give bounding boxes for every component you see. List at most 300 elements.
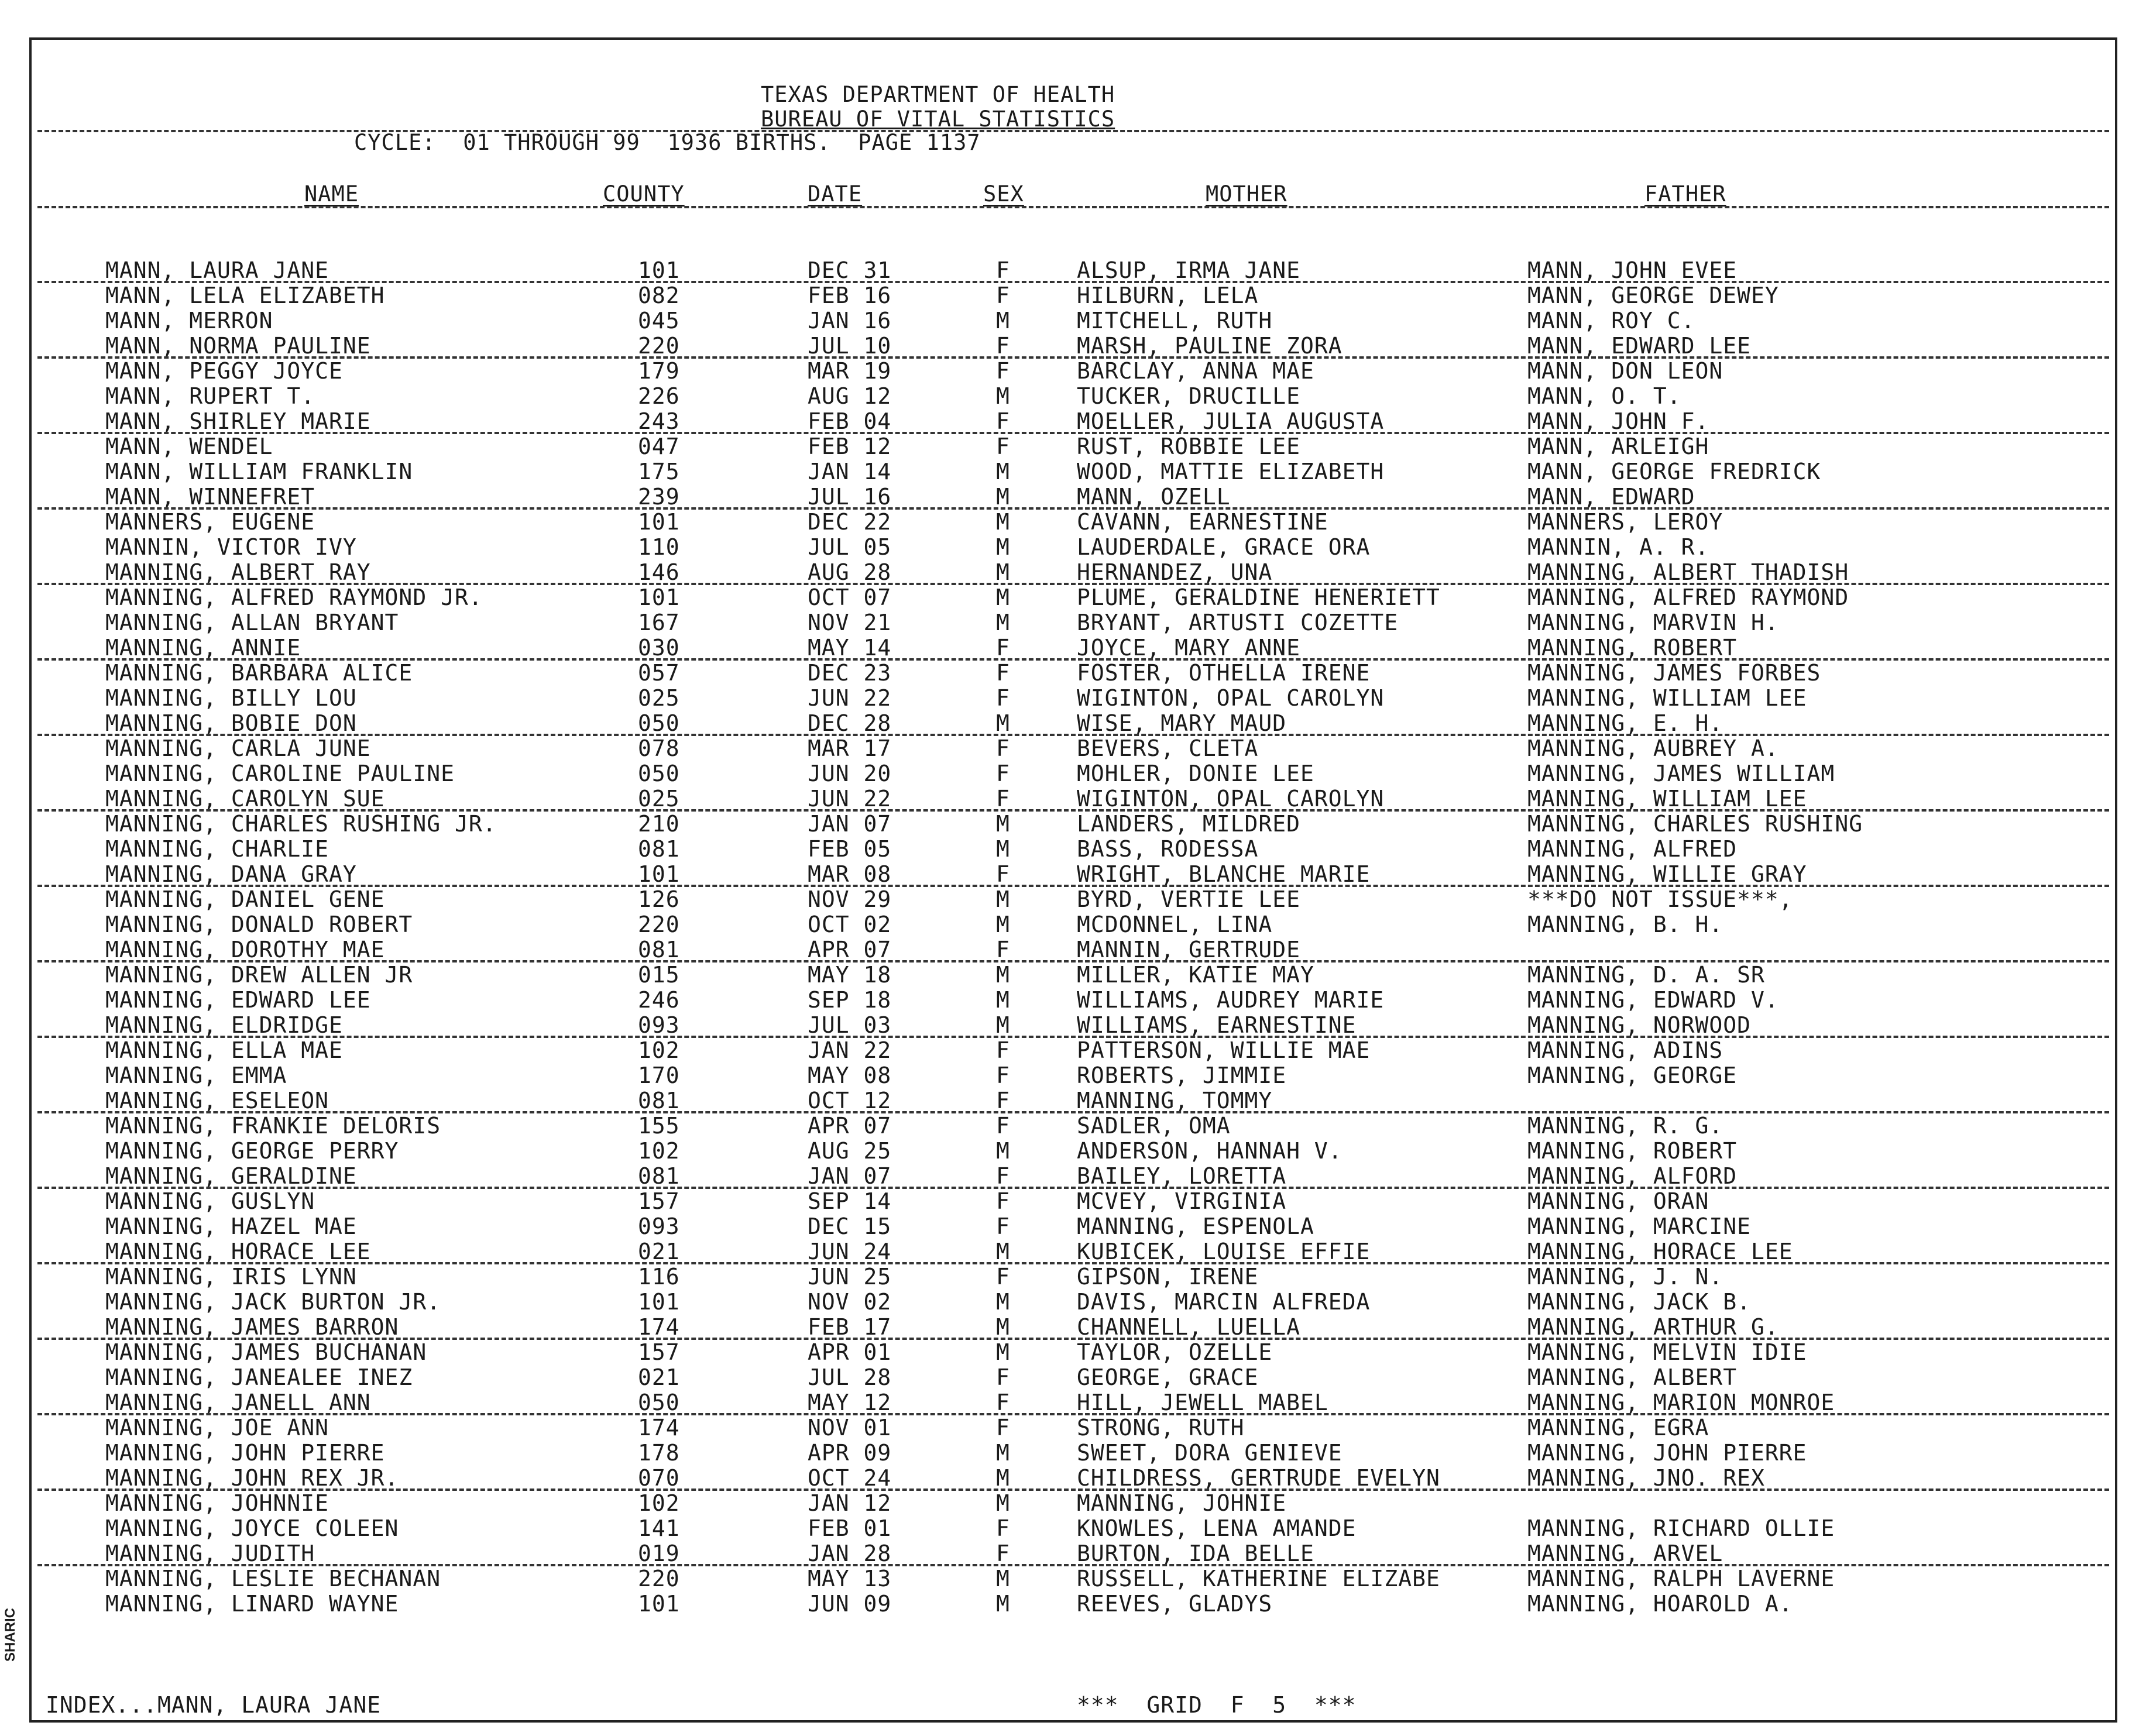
cell-mother: BAILEY, LORETTA <box>1077 1163 1287 1189</box>
cell-sex: F <box>996 735 1010 761</box>
cell-date: JUN 20 <box>808 761 892 786</box>
cell-name: MANNING, EDWARD LEE <box>105 987 371 1013</box>
cell-name: MANNING, JAMES BARRON <box>105 1314 399 1340</box>
cell-sex: F <box>996 1037 1010 1063</box>
table-row <box>0 1390 2146 1415</box>
cell-date: DEC 22 <box>808 509 892 535</box>
cell-name: MANN, WILLIAM FRANKLIN <box>105 459 413 484</box>
cell-mother: MCVEY, VIRGINIA <box>1077 1188 1287 1214</box>
table-row <box>0 1088 2146 1113</box>
cell-county: 101 <box>638 1591 680 1617</box>
cell-mother: KUBICEK, LOUISE EFFIE <box>1077 1239 1371 1264</box>
cell-sex: F <box>996 1364 1010 1390</box>
cell-mother: WISE, MARY MAUD <box>1077 710 1287 736</box>
cell-sex: M <box>996 1465 1010 1491</box>
cell-county: 101 <box>638 861 680 887</box>
cell-sex: M <box>996 509 1010 535</box>
cell-sex: M <box>996 383 1010 409</box>
cell-mother: BEVERS, CLETA <box>1077 735 1259 761</box>
table-row <box>0 937 2146 962</box>
cell-mother: MILLER, KATIE MAY <box>1077 962 1314 988</box>
cell-father: MANNING, WILLIAM LEE <box>1527 685 1807 711</box>
table-row <box>0 1138 2146 1163</box>
cell-county: 030 <box>638 635 680 661</box>
cell-county: 015 <box>638 962 680 988</box>
cell-county: 157 <box>638 1188 680 1214</box>
table-row <box>0 1415 2146 1440</box>
cell-sex: F <box>996 257 1010 283</box>
table-row <box>0 811 2146 836</box>
cell-mother: MANNIN, GERTRUDE <box>1077 937 1301 962</box>
cell-date: AUG 12 <box>808 383 892 409</box>
cell-mother: MANNING, JOHNIE <box>1077 1490 1287 1516</box>
table-row <box>0 1012 2146 1037</box>
cell-mother: HERNANDEZ, UNA <box>1077 559 1273 585</box>
cell-county: 141 <box>638 1515 680 1541</box>
cell-father: MANN, DON LEON <box>1527 358 1723 384</box>
cell-sex: M <box>996 1138 1010 1164</box>
cell-county: 178 <box>638 1440 680 1466</box>
cell-sex: M <box>996 559 1010 585</box>
cell-name: MANNING, JANEALEE INEZ <box>105 1364 413 1390</box>
cell-date: JAN 07 <box>808 811 892 837</box>
cell-county: 167 <box>638 610 680 635</box>
cell-county: 102 <box>638 1138 680 1164</box>
table-row <box>0 459 2146 484</box>
cell-sex: F <box>996 1113 1010 1139</box>
cell-father: MANN, O. T. <box>1527 383 1681 409</box>
cell-name: MANNING, DOROTHY MAE <box>105 937 385 962</box>
table-row <box>0 1541 2146 1566</box>
cell-date: DEC 28 <box>808 710 892 736</box>
grid-label: *** GRID F 5 *** <box>1077 1692 1357 1718</box>
cell-mother: GIPSON, IRENE <box>1077 1264 1259 1290</box>
cell-county: 093 <box>638 1012 680 1038</box>
cell-sex: F <box>996 283 1010 308</box>
cell-sex: M <box>996 836 1010 862</box>
cell-name: MANNING, GUSLYN <box>105 1188 315 1214</box>
cell-father: MANNING, MARION MONROE <box>1527 1390 1835 1415</box>
cell-name: MANNING, BILLY LOU <box>105 685 357 711</box>
cell-date: SEP 14 <box>808 1188 892 1214</box>
table-row <box>0 257 2146 283</box>
cell-father: MANNING, JACK B. <box>1527 1289 1752 1315</box>
cell-father: MANNING, GEORGE <box>1527 1063 1738 1088</box>
cell-father: MANN, ROY C. <box>1527 308 1695 334</box>
cell-name: MANN, WINNEFRET <box>105 484 315 510</box>
cell-name: MANNING, JOHN PIERRE <box>105 1440 385 1466</box>
table-row <box>0 660 2146 685</box>
cell-mother: MCDONNEL, LINA <box>1077 912 1273 937</box>
cell-county: 239 <box>638 484 680 510</box>
cell-mother: TUCKER, DRUCILLE <box>1077 383 1301 409</box>
cell-county: 179 <box>638 358 680 384</box>
cell-father: MANNING, ORAN <box>1527 1188 1709 1214</box>
cell-name: MANN, NORMA PAULINE <box>105 333 371 359</box>
table-row <box>0 735 2146 761</box>
cell-sex: M <box>996 1490 1010 1516</box>
cell-mother: KNOWLES, LENA AMANDE <box>1077 1515 1357 1541</box>
table-row <box>0 1214 2146 1239</box>
cell-name: MANNIN, VICTOR IVY <box>105 534 357 560</box>
cell-county: 019 <box>638 1541 680 1566</box>
cell-father: MANNING, JAMES FORBES <box>1527 660 1821 686</box>
cell-father: MANNING, AUBREY A. <box>1527 735 1779 761</box>
cell-mother: WOOD, MATTIE ELIZABETH <box>1077 459 1385 484</box>
index-label: INDEX...MANN, LAURA JANE <box>46 1692 382 1718</box>
cell-sex: M <box>996 1239 1010 1264</box>
cell-county: 246 <box>638 987 680 1013</box>
cell-mother: BASS, RODESSA <box>1077 836 1259 862</box>
table-row <box>0 786 2146 811</box>
column-header-date: DATE <box>808 181 863 207</box>
cell-name: MANNING, DONALD ROBERT <box>105 912 413 937</box>
column-header-divider <box>37 206 2109 208</box>
cell-sex: M <box>996 1289 1010 1315</box>
cell-name: MANNING, IRIS LYNN <box>105 1264 357 1290</box>
cell-mother: GEORGE, GRACE <box>1077 1364 1259 1390</box>
cell-county: 081 <box>638 1163 680 1189</box>
cell-date: JUL 03 <box>808 1012 892 1038</box>
cell-date: APR 07 <box>808 1113 892 1139</box>
cell-county: 226 <box>638 383 680 409</box>
table-row <box>0 308 2146 333</box>
bureau-title: BUREAU OF VITAL STATISTICS <box>761 106 1115 132</box>
cell-county: 057 <box>638 660 680 686</box>
cell-father: MANN, EDWARD LEE <box>1527 333 1752 359</box>
cell-date: JAN 14 <box>808 459 892 484</box>
cell-county: 081 <box>638 1088 680 1113</box>
cell-name: MANNING, BARBARA ALICE <box>105 660 413 686</box>
cell-mother: CHILDRESS, GERTRUDE EVELYN <box>1077 1465 1440 1491</box>
cell-county: 174 <box>638 1314 680 1340</box>
cell-mother: BYRD, VERTIE LEE <box>1077 886 1301 912</box>
cell-father: MANNING, ALBERT THADISH <box>1527 559 1849 585</box>
cell-mother: MANNING, TOMMY <box>1077 1088 1273 1113</box>
cell-sex: F <box>996 1188 1010 1214</box>
cell-sex: F <box>996 1163 1010 1189</box>
cell-county: 175 <box>638 459 680 484</box>
cell-name: MANNERS, EUGENE <box>105 509 315 535</box>
cell-date: OCT 24 <box>808 1465 892 1491</box>
cell-name: MANNING, EMMA <box>105 1063 287 1088</box>
cell-date: APR 07 <box>808 937 892 962</box>
cell-sex: M <box>996 811 1010 837</box>
cell-name: MANNING, JAMES BUCHANAN <box>105 1339 427 1365</box>
cell-name: MANNING, JOE ANN <box>105 1415 329 1441</box>
cell-mother: DAVIS, MARCIN ALFREDA <box>1077 1289 1371 1315</box>
cell-date: NOV 29 <box>808 886 892 912</box>
cell-date: DEC 15 <box>808 1214 892 1239</box>
cell-date: MAR 17 <box>808 735 892 761</box>
cell-county: 102 <box>638 1490 680 1516</box>
table-row <box>0 1364 2146 1390</box>
cell-mother: SADLER, OMA <box>1077 1113 1231 1139</box>
cell-date: JUN 09 <box>808 1591 892 1617</box>
cell-name: MANNING, JOYCE COLEEN <box>105 1515 399 1541</box>
table-row <box>0 1113 2146 1138</box>
cell-county: 220 <box>638 333 680 359</box>
cell-county: 101 <box>638 509 680 535</box>
cell-sex: M <box>996 1012 1010 1038</box>
cell-date: JAN 22 <box>808 1037 892 1063</box>
cell-date: JAN 28 <box>808 1541 892 1566</box>
cell-name: MANNING, DREW ALLEN JR <box>105 962 413 988</box>
table-row <box>0 1037 2146 1063</box>
cell-father: MANNING, ADINS <box>1527 1037 1723 1063</box>
cell-county: 093 <box>638 1214 680 1239</box>
cell-sex: F <box>996 761 1010 786</box>
side-mark: SHARIC <box>2 1607 18 1662</box>
cell-father: MANNING, EDWARD V. <box>1527 987 1779 1013</box>
cell-father: MANNING, J. N. <box>1527 1264 1723 1290</box>
table-row <box>0 685 2146 710</box>
table-row <box>0 333 2146 358</box>
table-row <box>0 534 2146 559</box>
cell-father: MANN, ARLEIGH <box>1527 434 1709 459</box>
cell-name: MANNING, HAZEL MAE <box>105 1214 357 1239</box>
cell-date: FEB 04 <box>808 408 892 434</box>
cell-mother: HILBURN, LELA <box>1077 283 1259 308</box>
cell-father: MANNING, B. H. <box>1527 912 1723 937</box>
cell-name: MANNING, FRANKIE DELORIS <box>105 1113 441 1139</box>
cell-name: MANNING, CAROLYN SUE <box>105 786 385 812</box>
cell-date: FEB 12 <box>808 434 892 459</box>
cell-sex: M <box>996 1314 1010 1340</box>
cell-county: 050 <box>638 761 680 786</box>
table-row <box>0 1289 2146 1314</box>
cell-county: 021 <box>638 1364 680 1390</box>
cell-date: OCT 07 <box>808 585 892 610</box>
cell-sex: F <box>996 1541 1010 1566</box>
cell-sex: F <box>996 1390 1010 1415</box>
cell-date: MAR 19 <box>808 358 892 384</box>
cell-county: 210 <box>638 811 680 837</box>
table-row <box>0 358 2146 383</box>
cell-mother: ALSUP, IRMA JANE <box>1077 257 1301 283</box>
cell-date: JUL 28 <box>808 1364 892 1390</box>
cell-father: MANNING, MARCINE <box>1527 1214 1752 1239</box>
cell-sex: F <box>996 685 1010 711</box>
cell-name: MANNING, JOHN REX JR. <box>105 1465 399 1491</box>
cell-date: AUG 25 <box>808 1138 892 1164</box>
cell-name: MANNING, ELDRIDGE <box>105 1012 343 1038</box>
cell-county: 021 <box>638 1239 680 1264</box>
table-row <box>0 610 2146 635</box>
table-row <box>0 484 2146 509</box>
cell-sex: M <box>996 459 1010 484</box>
cell-mother: SWEET, DORA GENIEVE <box>1077 1440 1342 1466</box>
cell-father: MANNING, ARTHUR G. <box>1527 1314 1779 1340</box>
table-row <box>0 1515 2146 1541</box>
cell-date: JUL 16 <box>808 484 892 510</box>
cell-name: MANNING, DANIEL GENE <box>105 886 385 912</box>
cell-date: OCT 12 <box>808 1088 892 1113</box>
cell-father: MANNING, ROBERT <box>1527 1138 1738 1164</box>
cell-mother: WRIGHT, BLANCHE MARIE <box>1077 861 1371 887</box>
table-row <box>0 1566 2146 1591</box>
cell-name: MANN, LELA ELIZABETH <box>105 283 385 308</box>
cell-county: 174 <box>638 1415 680 1441</box>
cell-father: MANN, JOHN F. <box>1527 408 1709 434</box>
cell-father: MANNING, WILLIE GRAY <box>1527 861 1807 887</box>
cell-date: JUN 24 <box>808 1239 892 1264</box>
cell-sex: M <box>996 484 1010 510</box>
cell-sex: M <box>996 585 1010 610</box>
cell-date: MAY 08 <box>808 1063 892 1088</box>
cell-father: MANNING, NORWOOD <box>1527 1012 1752 1038</box>
cell-sex: F <box>996 358 1010 384</box>
cell-county: 220 <box>638 1566 680 1591</box>
cell-county: 078 <box>638 735 680 761</box>
cell-date: DEC 23 <box>808 660 892 686</box>
table-row <box>0 434 2146 459</box>
cell-father: MANNING, D. A. SR <box>1527 962 1765 988</box>
table-row <box>0 1490 2146 1515</box>
cell-sex: M <box>996 962 1010 988</box>
cell-sex: F <box>996 1214 1010 1239</box>
cell-mother: WIGINTON, OPAL CAROLYN <box>1077 685 1385 711</box>
column-header-father: FATHER <box>1644 181 1726 207</box>
cell-date: JUN 22 <box>808 786 892 812</box>
table-row <box>0 1339 2146 1364</box>
table-row <box>0 635 2146 660</box>
cell-date: FEB 16 <box>808 283 892 308</box>
cell-sex: F <box>996 635 1010 661</box>
cell-name: MANNING, GERALDINE <box>105 1163 357 1189</box>
cell-date: JAN 16 <box>808 308 892 334</box>
cell-date: JUN 25 <box>808 1264 892 1290</box>
cell-date: JUN 22 <box>808 685 892 711</box>
cell-father: MANNIN, A. R. <box>1527 534 1709 560</box>
agency-title: TEXAS DEPARTMENT OF HEALTH <box>761 82 1115 107</box>
cell-mother: RUSSELL, KATHERINE ELIZABE <box>1077 1566 1440 1591</box>
cell-county: 243 <box>638 408 680 434</box>
cell-sex: M <box>996 710 1010 736</box>
cell-county: 116 <box>638 1264 680 1290</box>
cell-name: MANN, LAURA JANE <box>105 257 329 283</box>
table-row <box>0 1465 2146 1490</box>
cell-date: MAY 14 <box>808 635 892 661</box>
cell-sex: F <box>996 937 1010 962</box>
cell-sex: M <box>996 1440 1010 1466</box>
table-row <box>0 1591 2146 1616</box>
cell-date: MAY 12 <box>808 1390 892 1415</box>
table-row <box>0 710 2146 735</box>
cell-father: ***DO NOT ISSUE***, <box>1527 886 1793 912</box>
table-row <box>0 509 2146 534</box>
table-row <box>0 1239 2146 1264</box>
cell-mother: PATTERSON, WILLIE MAE <box>1077 1037 1371 1063</box>
cell-mother: HILL, JEWELL MABEL <box>1077 1390 1328 1415</box>
cell-mother: LAUDERDALE, GRACE ORA <box>1077 534 1371 560</box>
cell-sex: M <box>996 308 1010 334</box>
cell-name: MANN, SHIRLEY MARIE <box>105 408 371 434</box>
cell-county: 155 <box>638 1113 680 1139</box>
cell-father: MANNING, ARVEL <box>1527 1541 1723 1566</box>
cell-mother: WIGINTON, OPAL CAROLYN <box>1077 786 1385 812</box>
cell-sex: M <box>996 987 1010 1013</box>
cell-mother: LANDERS, MILDRED <box>1077 811 1301 837</box>
cell-sex: M <box>996 886 1010 912</box>
cell-mother: BURTON, IDA BELLE <box>1077 1541 1314 1566</box>
cell-date: FEB 05 <box>808 836 892 862</box>
cell-sex: F <box>996 786 1010 812</box>
column-header-county: COUNTY <box>603 181 685 207</box>
cell-sex: F <box>996 1515 1010 1541</box>
cell-name: MANNING, ALBERT RAY <box>105 559 371 585</box>
column-header-sex: SEX <box>983 181 1024 207</box>
cell-father: MANN, GEORGE DEWEY <box>1527 283 1779 308</box>
cell-mother: MOHLER, DONIE LEE <box>1077 761 1314 786</box>
table-row <box>0 585 2146 610</box>
cell-date: JUL 05 <box>808 534 892 560</box>
cell-mother: WILLIAMS, AUDREY MARIE <box>1077 987 1385 1013</box>
cell-sex: F <box>996 1088 1010 1113</box>
cell-father: MANNING, JNO. REX <box>1527 1465 1765 1491</box>
cell-sex: M <box>996 1339 1010 1365</box>
cell-name: MANNING, CHARLIE <box>105 836 329 862</box>
cycle-line: CYCLE: 01 THROUGH 99 1936 BIRTHS. PAGE 1137 <box>354 130 981 155</box>
cell-date: NOV 02 <box>808 1289 892 1315</box>
cell-county: 025 <box>638 786 680 812</box>
cell-father: MANNING, MARVIN H. <box>1527 610 1779 635</box>
cell-father: MANN, GEORGE FREDRICK <box>1527 459 1821 484</box>
cell-county: 157 <box>638 1339 680 1365</box>
cell-name: MANNING, CHARLES RUSHING JR. <box>105 811 497 837</box>
table-row <box>0 861 2146 886</box>
cell-name: MANNING, JACK BURTON JR. <box>105 1289 441 1315</box>
cell-county: 110 <box>638 534 680 560</box>
cell-name: MANN, RUPERT T. <box>105 383 315 409</box>
cell-county: 101 <box>638 257 680 283</box>
cell-father: MANNING, JOHN PIERRE <box>1527 1440 1807 1466</box>
cell-date: APR 01 <box>808 1339 892 1365</box>
table-row <box>0 283 2146 308</box>
table-row <box>0 1264 2146 1289</box>
cell-father: MANNING, MELVIN IDIE <box>1527 1339 1807 1365</box>
table-row <box>0 408 2146 434</box>
table-row <box>0 1314 2146 1339</box>
cell-county: 101 <box>638 1289 680 1315</box>
cell-name: MANNING, JUDITH <box>105 1541 315 1566</box>
cell-mother: FOSTER, OTHELLA IRENE <box>1077 660 1371 686</box>
cell-mother: PLUME, GERALDINE HENERIETT <box>1077 585 1440 610</box>
cell-sex: M <box>996 534 1010 560</box>
cell-county: 170 <box>638 1063 680 1088</box>
cell-date: NOV 21 <box>808 610 892 635</box>
cell-sex: M <box>996 1566 1010 1591</box>
table-row <box>0 1440 2146 1465</box>
cell-sex: F <box>996 333 1010 359</box>
cell-date: MAY 18 <box>808 962 892 988</box>
table-row <box>0 836 2146 861</box>
table-row <box>0 987 2146 1012</box>
cell-county: 081 <box>638 937 680 962</box>
cell-date: MAY 13 <box>808 1566 892 1591</box>
cell-mother: MOELLER, JULIA AUGUSTA <box>1077 408 1385 434</box>
cell-sex: F <box>996 1264 1010 1290</box>
cell-mother: RUST, ROBBIE LEE <box>1077 434 1301 459</box>
cell-sex: F <box>996 1415 1010 1441</box>
cell-name: MANNING, GEORGE PERRY <box>105 1138 399 1164</box>
cell-sex: M <box>996 1591 1010 1617</box>
cell-county: 082 <box>638 283 680 308</box>
cell-mother: ANDERSON, HANNAH V. <box>1077 1138 1342 1164</box>
cell-name: MANNING, JOHNNIE <box>105 1490 329 1516</box>
cell-mother: JOYCE, MARY ANNE <box>1077 635 1301 661</box>
cell-father: MANNING, R. G. <box>1527 1113 1723 1139</box>
